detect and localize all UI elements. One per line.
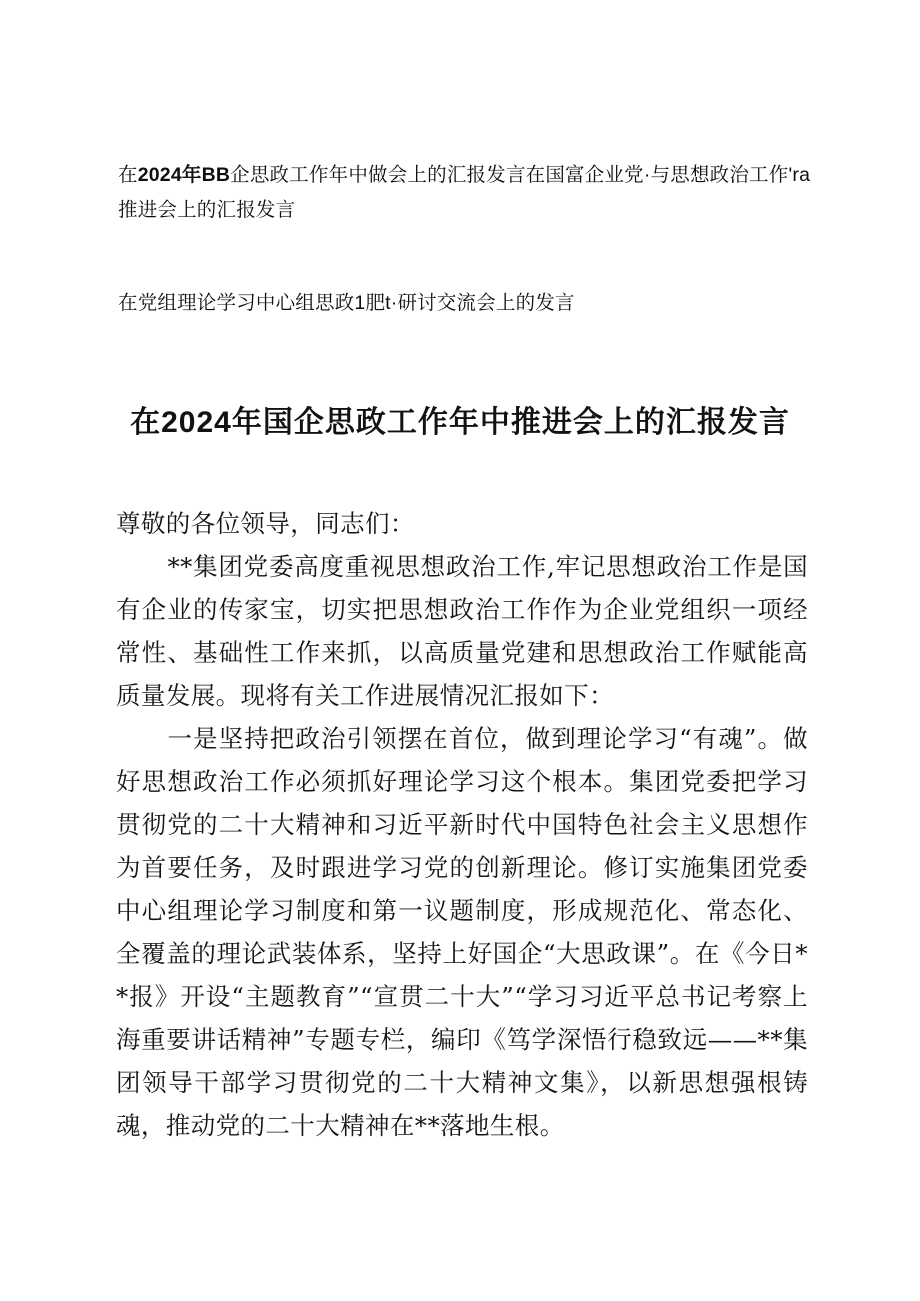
toc-entry-1[interactable]: 在2024年BB企思政工作年中做会上的汇报发言在国富企业党·与思想政治工作'ra推进会上的汇报发言 (118, 164, 811, 221)
document-body (116, 502, 808, 1147)
body-paragraph-1: **集团党委高度重视思想政治工作,牢记思想政治工作是国有企业的传家宝，切实把思想政治工作作为企业党组织一项经常性、基础性工作来抓，以高质量党建和思想政治工作赋能高质量发展。现将有关工作进展情况汇报如下： (116, 552, 808, 710)
salutation-line: 尊敬的各位领导，同志们： (116, 509, 415, 538)
toc-entry-2[interactable]: 在党组理论学习中心组思政1肥t·研讨交流会上的发言 (118, 292, 575, 314)
page-title: 在2024年国企思政工作年中推进会上的汇报发言 (130, 406, 790, 439)
body-paragraph-2: 一是坚持把政治引领摆在首位，做到理论学习“有魂”。做好思想政治工作必须抓好理论学习这个根本。集团党委把学习贯彻党的二十大精神和习近平新时代中国特色社会主义思想作为首要任务，及时跟进学习党的创新理论。修订实施集团党委中心组理论学习制度和第一议题制度，形成规范化、常态化、全覆盖的理论武装体系，坚持上好国企“大思政课”。在《今日**报》开设“主题教育”“宣贯二十大”“学习习近平总书记考察上海重要讲话精神”专题专栏，编印《笃学深悟行稳致远——**集团领导干部学习贯彻党的二十大精神文集》，以新思想强根铸魂，推动党的二十大精神在**落地生根。 (116, 724, 808, 1140)
table-of-contents (118, 158, 818, 321)
